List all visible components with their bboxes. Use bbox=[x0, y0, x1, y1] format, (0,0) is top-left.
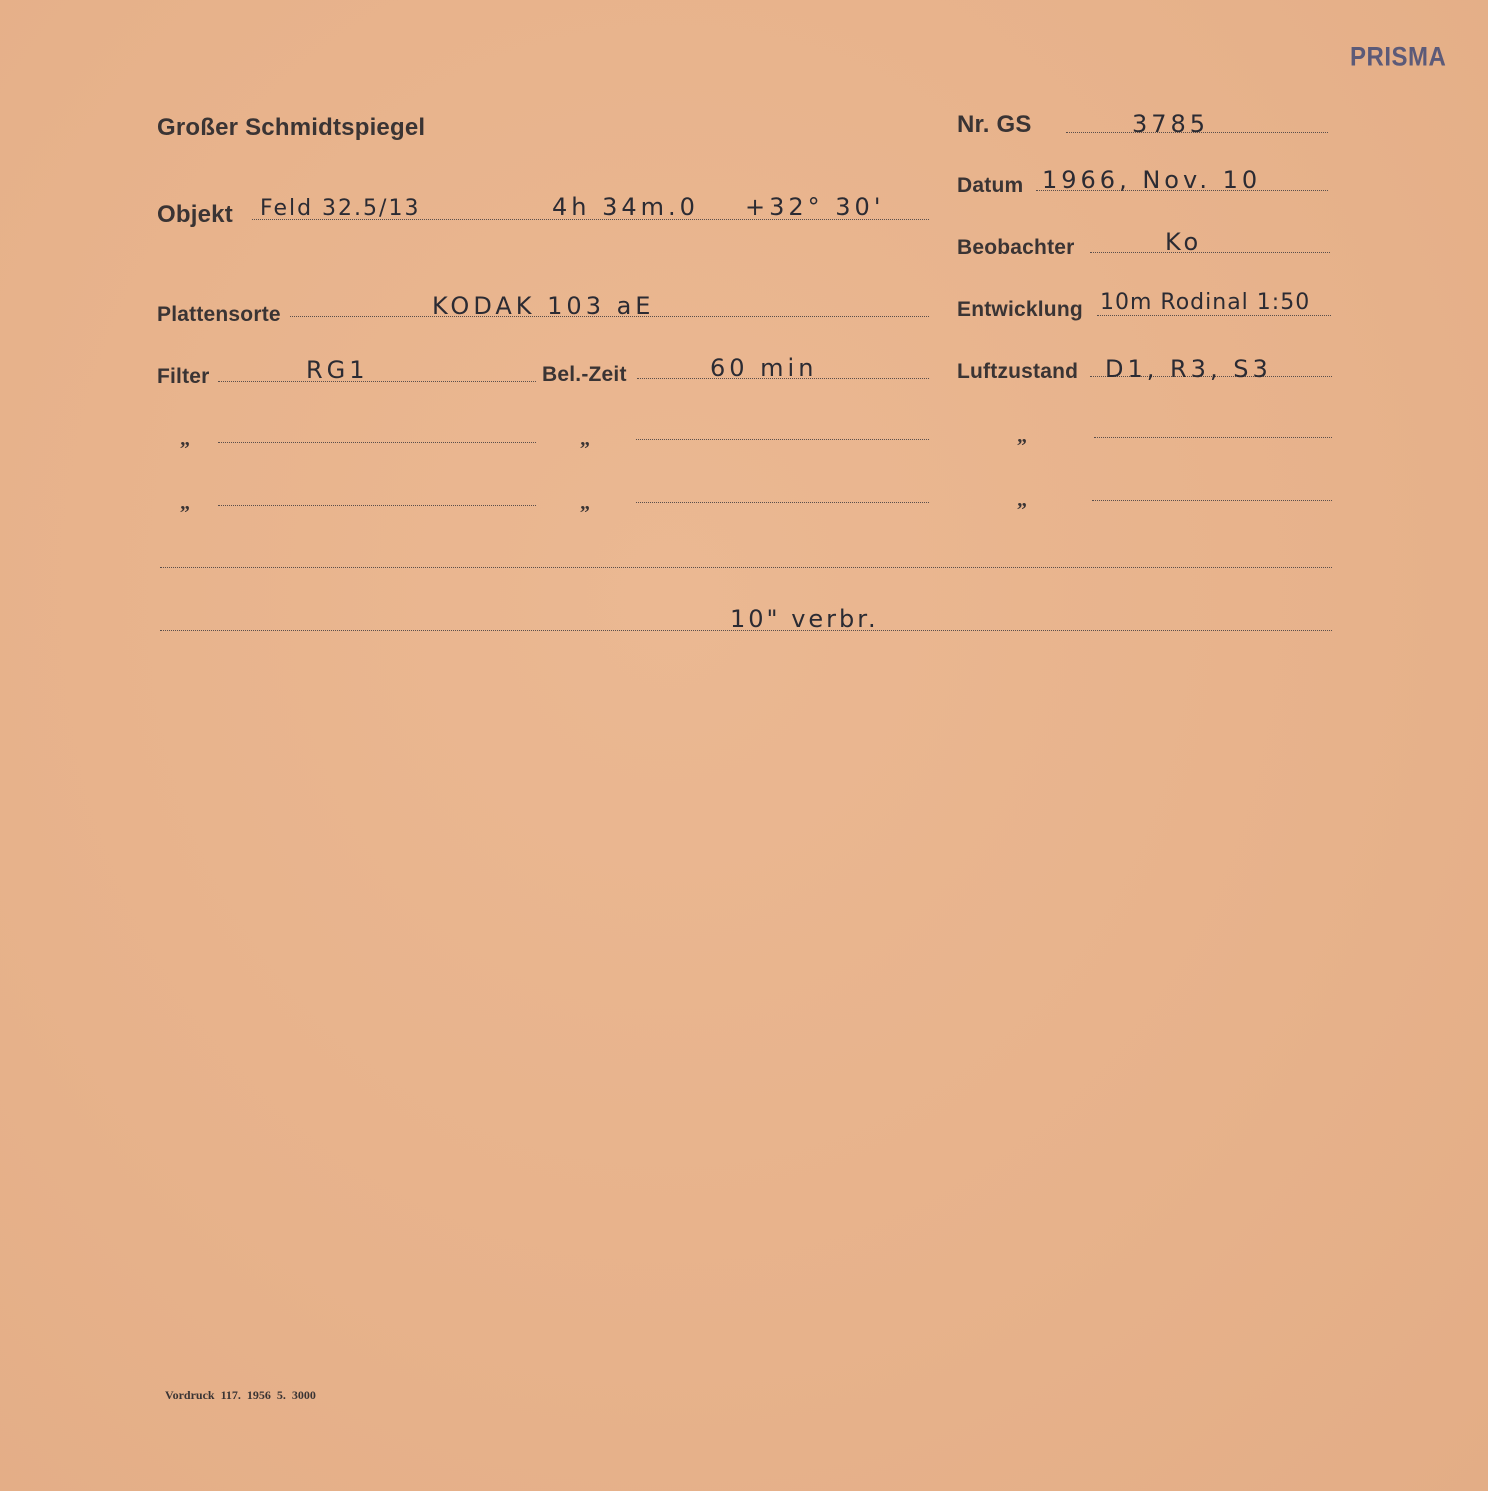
objekt-field: Feld 32.5/13 bbox=[260, 196, 421, 221]
belzeit-label: Bel.-Zeit bbox=[542, 363, 627, 386]
form-title: Großer Schmidtspiegel bbox=[157, 114, 426, 141]
blank-line bbox=[218, 505, 536, 506]
remark-value: 10" verbr. bbox=[730, 605, 879, 633]
nr-value: 3785 bbox=[1132, 110, 1210, 138]
plattensorte-value: KODAK 103 aE bbox=[432, 292, 655, 320]
luftzustand-value: D1, R3, S3 bbox=[1105, 355, 1272, 383]
entwicklung-label: Entwicklung bbox=[957, 298, 1083, 321]
entwicklung-value: 10m Rodinal 1:50 bbox=[1100, 290, 1311, 315]
objekt-dec: +32° 30' bbox=[745, 193, 885, 221]
blank-line bbox=[218, 442, 536, 443]
ditto-mark: „ bbox=[1017, 425, 1027, 447]
blank-line bbox=[1094, 437, 1332, 438]
ditto-mark: „ bbox=[1017, 489, 1027, 511]
entwicklung-line bbox=[1097, 315, 1331, 316]
blank-line bbox=[636, 439, 929, 440]
beobachter-line bbox=[1090, 252, 1330, 253]
nr-label: Nr. GS bbox=[957, 111, 1032, 138]
print-footer: Vordruck 117. 1956 5. 3000 bbox=[165, 1388, 316, 1402]
objekt-label: Objekt bbox=[157, 201, 233, 228]
datum-label: Datum bbox=[957, 174, 1024, 197]
objekt-ra: 4h 34m.0 bbox=[552, 193, 699, 221]
remark-line bbox=[160, 567, 1332, 568]
blank-line bbox=[636, 502, 929, 503]
plattensorte-label: Plattensorte bbox=[157, 303, 281, 326]
filter-label: Filter bbox=[157, 365, 210, 388]
ditto-mark: „ bbox=[580, 428, 590, 450]
beobachter-value: Ko bbox=[1165, 228, 1203, 256]
ditto-mark: „ bbox=[180, 428, 190, 450]
belzeit-value: 60 min bbox=[710, 354, 818, 382]
datum-value: 1966, Nov. 10 bbox=[1042, 166, 1262, 194]
ditto-mark: „ bbox=[580, 492, 590, 514]
blank-line bbox=[1092, 500, 1332, 501]
filter-value: RG1 bbox=[306, 356, 369, 384]
beobachter-label: Beobachter bbox=[957, 236, 1075, 259]
prisma-stamp: PRISMA bbox=[1350, 42, 1447, 73]
filter-line bbox=[218, 381, 536, 382]
ditto-mark: „ bbox=[180, 492, 190, 514]
luftzustand-label: Luftzustand bbox=[957, 360, 1079, 383]
